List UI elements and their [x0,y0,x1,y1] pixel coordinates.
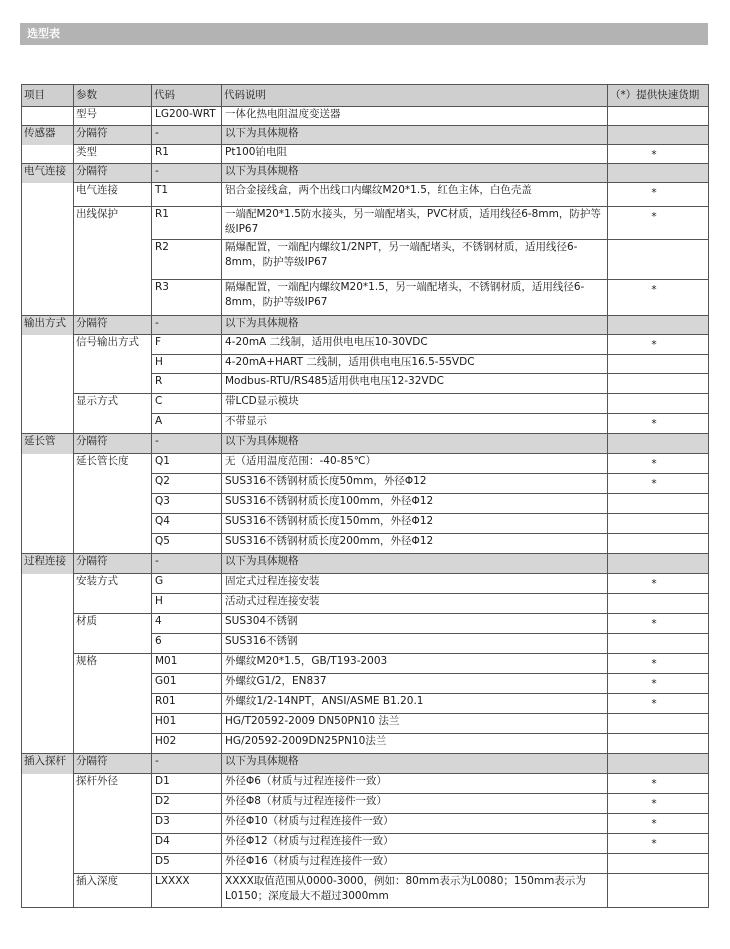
fast-delivery-cell [608,514,709,534]
fast-delivery-mark: * [651,149,657,161]
table-row [22,394,709,414]
fast-delivery-cell [608,794,709,814]
fast-delivery-mark: * [651,778,657,790]
item-cell [22,280,74,316]
code-cell: G [152,574,222,594]
item-cell [22,814,74,834]
desc-cell: 隔爆配置，一端配内螺纹M20*1.5，另一端配堵头，不锈钢材质，适用线径6-8mm，防护等级IP67 [222,280,608,316]
param-cell: 探杆外径 [74,774,152,794]
code-cell: LG200-WRT [152,107,222,126]
param-cell [74,594,152,614]
fast-delivery-mark: * [651,211,657,223]
item-cell [22,834,74,854]
fast-delivery-cell [608,574,709,594]
param-cell [74,240,152,280]
item-cell [22,374,74,394]
fast-delivery-mark: * [651,339,657,351]
param-cell [74,714,152,734]
code-cell: H [152,594,222,614]
selection-table [21,84,709,908]
desc-cell: 外螺纹1/2-14NPT，ANSI/ASME B1.20.1 [222,694,608,714]
fast-delivery-cell [608,634,709,654]
item-cell [22,714,74,734]
table-row [22,574,709,594]
item-cell [22,634,74,654]
desc-cell: HG/T20592-2009 DN50PN10 法兰 [222,714,608,734]
fast-delivery-cell [608,183,709,207]
code-cell: D2 [152,794,222,814]
desc-cell: HG/20592-2009DN25PN10法兰 [222,734,608,754]
param-cell [74,374,152,394]
code-cell: R1 [152,207,222,240]
table-row [22,674,709,694]
table-row [22,854,709,874]
fast-delivery-cell [608,554,709,574]
item-cell [22,394,74,414]
fast-delivery-cell [608,814,709,834]
item-cell [22,794,74,814]
param-cell: 延长管长度 [74,454,152,474]
fast-delivery-cell [608,280,709,316]
item-cell [22,145,74,164]
desc-cell: 一端配M20*1.5防水接头，另一端配堵头，PVC材质，适用线径6-8mm，防护等级IP67 [222,207,608,240]
header-code: 代码 [152,85,222,107]
code-cell: D1 [152,774,222,794]
item-cell: 过程连接 [22,554,74,574]
fast-delivery-cell [608,754,709,774]
fast-delivery-cell [608,414,709,434]
table-row [22,454,709,474]
fast-delivery-mark: * [651,187,657,199]
fast-delivery-cell [608,734,709,754]
item-cell [22,207,74,240]
table-row [22,107,709,126]
param-cell: 材质 [74,614,152,634]
table-row [22,240,709,280]
desc-cell: 铝合金接线盒，两个出线口内螺纹M20*1.5，红色主体，白色壳盖 [222,183,608,207]
param-cell [74,494,152,514]
code-cell: Q1 [152,454,222,474]
param-cell: 显示方式 [74,394,152,414]
table-row [22,634,709,654]
fast-delivery-cell [608,614,709,634]
fast-delivery-cell [608,240,709,280]
section-banner [20,23,708,45]
fast-delivery-mark: * [651,478,657,490]
fast-delivery-cell [608,594,709,614]
table-row [22,514,709,534]
desc-cell: SUS304不锈钢 [222,614,608,634]
item-cell [22,240,74,280]
item-cell [22,107,74,126]
table-row [22,734,709,754]
fast-delivery-cell [608,694,709,714]
code-cell: - [152,434,222,454]
desc-cell: 外螺纹G1/2，EN837 [222,674,608,694]
code-cell: - [152,316,222,335]
item-cell [22,594,74,614]
param-cell [74,814,152,834]
param-cell: 型号 [74,107,152,126]
desc-cell: SUS316不锈钢材质长度50mm，外径Φ12 [222,474,608,494]
table-header-row [22,85,709,107]
desc-cell: 隔爆配置，一端配内螺纹1/2NPT，另一端配堵头，不锈钢材质，适用线径6-8mm，防护等级IP67 [222,240,608,280]
item-cell [22,454,74,474]
param-cell [74,734,152,754]
desc-cell: 以下为具体规格 [222,316,608,335]
desc-cell: SUS316不锈钢材质长度150mm，外径Φ12 [222,514,608,534]
param-cell: 信号输出方式 [74,335,152,355]
item-cell [22,674,74,694]
fast-delivery-mark: * [651,458,657,470]
code-cell: C [152,394,222,414]
code-cell: D4 [152,834,222,854]
code-cell: - [152,126,222,145]
item-cell [22,183,74,207]
param-cell [74,694,152,714]
fast-delivery-cell [608,834,709,854]
fast-delivery-mark: * [651,698,657,710]
fast-delivery-cell [608,854,709,874]
item-cell [22,414,74,434]
desc-cell: 以下为具体规格 [222,126,608,145]
code-cell: R3 [152,280,222,316]
table-row [22,774,709,794]
param-cell: 规格 [74,654,152,674]
table-row [22,654,709,674]
code-cell: R1 [152,145,222,164]
fast-delivery-mark: * [651,618,657,630]
header-param: 参数 [74,85,152,107]
fast-delivery-mark: * [651,284,657,296]
table-body [22,107,709,908]
desc-cell: Modbus-RTU/RS485适用供电电压12-32VDC [222,374,608,394]
separator-row [22,126,709,145]
code-cell: - [152,554,222,574]
code-cell: G01 [152,674,222,694]
param-cell: 出线保护 [74,207,152,240]
table-row [22,474,709,494]
code-cell: D3 [152,814,222,834]
fast-delivery-cell [608,355,709,374]
desc-cell: 4-20mA 二线制，适用供电电压10-30VDC [222,335,608,355]
param-cell: 分隔符 [74,126,152,145]
desc-cell: 4-20mA+HART 二线制，适用供电电压16.5-55VDC [222,355,608,374]
param-cell [74,794,152,814]
item-cell: 传感器 [22,126,74,145]
header-fast-delivery: （*）提供快速货期 [608,85,709,107]
separator-row [22,754,709,774]
fast-delivery-mark: * [651,818,657,830]
table-row [22,614,709,634]
separator-row [22,554,709,574]
item-cell [22,874,74,908]
code-cell: H02 [152,734,222,754]
fast-delivery-cell [608,164,709,183]
item-cell [22,534,74,554]
fast-delivery-cell [608,394,709,414]
separator-row [22,316,709,335]
desc-cell: 不带显示 [222,414,608,434]
fast-delivery-cell [608,335,709,355]
table-row [22,814,709,834]
code-cell: Q3 [152,494,222,514]
desc-cell: 外径Φ8（材质与过程连接件一致） [222,794,608,814]
fast-delivery-cell [608,654,709,674]
param-cell [74,355,152,374]
code-cell: Q4 [152,514,222,534]
item-cell [22,694,74,714]
desc-cell: 外径Φ10（材质与过程连接件一致） [222,814,608,834]
table-row [22,207,709,240]
desc-cell: SUS316不锈钢 [222,634,608,654]
param-cell [74,414,152,434]
code-cell: 6 [152,634,222,654]
table-row [22,534,709,554]
fast-delivery-cell [608,145,709,164]
code-cell: D5 [152,854,222,874]
param-cell [74,280,152,316]
param-cell: 分隔符 [74,554,152,574]
fast-delivery-mark: * [651,658,657,670]
param-cell: 类型 [74,145,152,164]
code-cell: F [152,335,222,355]
desc-cell: 活动式过程连接安装 [222,594,608,614]
param-cell: 分隔符 [74,316,152,335]
desc-cell: 以下为具体规格 [222,754,608,774]
table-row [22,145,709,164]
param-cell [74,514,152,534]
fast-delivery-cell [608,374,709,394]
fast-delivery-cell [608,107,709,126]
fast-delivery-cell [608,874,709,908]
item-cell [22,854,74,874]
table-row [22,594,709,614]
desc-cell: SUS316不锈钢材质长度100mm，外径Φ12 [222,494,608,514]
item-cell [22,774,74,794]
param-cell: 插入深度 [74,874,152,908]
desc-cell: Pt100铂电阻 [222,145,608,164]
desc-cell: XXXX取值范围从0000-3000，例如：80mm表示为L0080；150mm表示为L0150；深度最大不超过3000mm [222,874,608,908]
table-row [22,183,709,207]
code-cell: H01 [152,714,222,734]
table-row [22,355,709,374]
param-cell: 电气连接 [74,183,152,207]
code-cell: Q2 [152,474,222,494]
fast-delivery-mark: * [651,418,657,430]
code-cell: T1 [152,183,222,207]
table-row [22,335,709,355]
item-cell [22,574,74,594]
fast-delivery-cell [608,316,709,335]
item-cell: 输出方式 [22,316,74,335]
desc-cell: 固定式过程连接安装 [222,574,608,594]
desc-cell: 外径Φ6（材质与过程连接件一致） [222,774,608,794]
item-cell: 电气连接 [22,164,74,183]
param-cell: 分隔符 [74,434,152,454]
table-row [22,414,709,434]
param-cell: 分隔符 [74,164,152,183]
code-cell: A [152,414,222,434]
code-cell: 4 [152,614,222,634]
table-row [22,874,709,908]
section-title: 选型表 [27,27,60,40]
table-row [22,374,709,394]
item-cell [22,335,74,355]
fast-delivery-cell [608,454,709,474]
fast-delivery-cell [608,714,709,734]
table-row [22,280,709,316]
item-cell [22,514,74,534]
desc-cell: 以下为具体规格 [222,164,608,183]
desc-cell: 以下为具体规格 [222,434,608,454]
code-cell: R [152,374,222,394]
code-cell: R01 [152,694,222,714]
code-cell: - [152,754,222,774]
param-cell [74,854,152,874]
item-cell [22,654,74,674]
table-row [22,794,709,814]
separator-row [22,164,709,183]
code-cell: LXXXX [152,874,222,908]
code-cell: H [152,355,222,374]
item-cell [22,494,74,514]
desc-cell: 带LCD显示模块 [222,394,608,414]
table-row [22,714,709,734]
param-cell [74,634,152,654]
fast-delivery-cell [608,534,709,554]
fast-delivery-cell [608,774,709,794]
item-cell [22,734,74,754]
desc-cell: SUS316不锈钢材质长度200mm，外径Φ12 [222,534,608,554]
param-cell: 分隔符 [74,754,152,774]
fast-delivery-cell [608,207,709,240]
fast-delivery-cell [608,126,709,145]
desc-cell: 外径Φ12（材质与过程连接件一致） [222,834,608,854]
item-cell [22,355,74,374]
item-cell [22,614,74,634]
fast-delivery-mark: * [651,798,657,810]
desc-cell: 以下为具体规格 [222,554,608,574]
item-cell: 插入探杆 [22,754,74,774]
code-cell: Q5 [152,534,222,554]
table-row [22,694,709,714]
param-cell [74,834,152,854]
desc-cell: 无（适用温度范围：-40-85℃） [222,454,608,474]
table-row [22,494,709,514]
param-cell [74,674,152,694]
code-cell: M01 [152,654,222,674]
separator-row [22,434,709,454]
param-cell [74,474,152,494]
table-row [22,834,709,854]
fast-delivery-mark: * [651,838,657,850]
param-cell [74,534,152,554]
desc-cell: 一体化热电阻温度变送器 [222,107,608,126]
header-item: 项目 [22,85,74,107]
item-cell [22,474,74,494]
fast-delivery-cell [608,474,709,494]
desc-cell: 外径Φ16（材质与过程连接件一致） [222,854,608,874]
desc-cell: 外螺纹M20*1.5，GB/T193-2003 [222,654,608,674]
fast-delivery-mark: * [651,678,657,690]
fast-delivery-mark: * [651,578,657,590]
fast-delivery-cell [608,434,709,454]
fast-delivery-cell [608,674,709,694]
header-desc: 代码说明 [222,85,608,107]
code-cell: R2 [152,240,222,280]
param-cell: 安装方式 [74,574,152,594]
item-cell: 延长管 [22,434,74,454]
code-cell: - [152,164,222,183]
fast-delivery-cell [608,494,709,514]
